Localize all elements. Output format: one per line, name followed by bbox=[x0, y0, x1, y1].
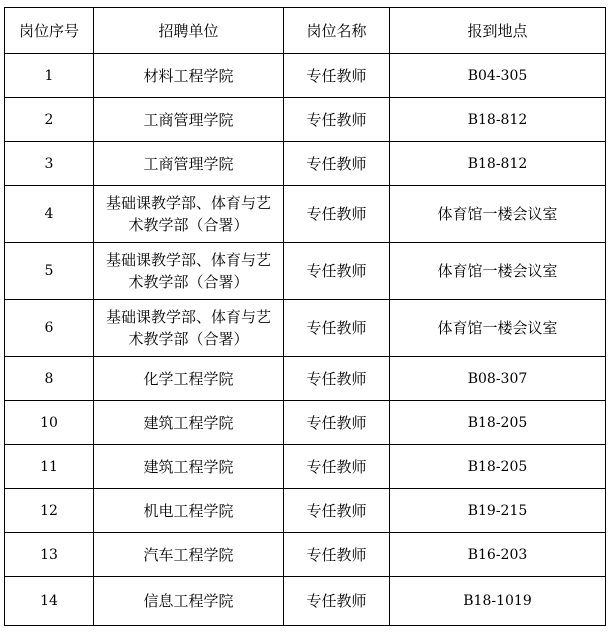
location-cell: B18-812 bbox=[390, 98, 606, 142]
unit-cell bbox=[94, 186, 284, 243]
unit-cell-text: 基础课教学部、体育与艺术教学部（合署） bbox=[105, 194, 271, 234]
seq-cell: 8 bbox=[5, 357, 94, 401]
unit-cell-text: 基础课教学部、体育与艺术教学部（合署） bbox=[105, 251, 271, 291]
unit-cell: 机电工程学院 bbox=[94, 489, 284, 533]
unit-cell bbox=[94, 243, 284, 300]
table-row bbox=[5, 401, 606, 445]
position-cell: 专任教师 bbox=[284, 445, 390, 489]
location-cell: B18-812 bbox=[390, 142, 606, 186]
header-position: 岗位名称 bbox=[284, 8, 390, 54]
header-unit: 招聘单位 bbox=[94, 8, 284, 54]
table-row bbox=[5, 243, 606, 300]
table-row bbox=[5, 445, 606, 489]
position-cell: 专任教师 bbox=[284, 186, 390, 243]
location-cell: 体育馆一楼会议室 bbox=[390, 243, 606, 300]
position-cell: 专任教师 bbox=[284, 98, 390, 142]
position-cell: 专任教师 bbox=[284, 577, 390, 626]
unit-cell: 工商管理学院 bbox=[94, 142, 284, 186]
seq-cell: 2 bbox=[5, 98, 94, 142]
unit-cell: 工商管理学院 bbox=[94, 98, 284, 142]
table-row bbox=[5, 300, 606, 357]
table-row bbox=[5, 489, 606, 533]
position-cell: 专任教师 bbox=[284, 357, 390, 401]
table-row bbox=[5, 186, 606, 243]
position-cell: 专任教师 bbox=[284, 401, 390, 445]
seq-cell: 5 bbox=[5, 243, 94, 300]
position-cell: 专任教师 bbox=[284, 489, 390, 533]
unit-cell: 建筑工程学院 bbox=[94, 401, 284, 445]
table-header-row bbox=[5, 8, 606, 54]
seq-cell: 3 bbox=[5, 142, 94, 186]
position-cell: 专任教师 bbox=[284, 142, 390, 186]
location-cell: B18-205 bbox=[390, 445, 606, 489]
table-row bbox=[5, 357, 606, 401]
header-location: 报到地点 bbox=[390, 8, 606, 54]
table-row bbox=[5, 142, 606, 186]
unit-cell: 建筑工程学院 bbox=[94, 445, 284, 489]
unit-cell: 信息工程学院 bbox=[94, 577, 284, 626]
location-cell: B18-205 bbox=[390, 401, 606, 445]
seq-cell: 11 bbox=[5, 445, 94, 489]
location-cell: B08-307 bbox=[390, 357, 606, 401]
table-row bbox=[5, 533, 606, 577]
seq-cell: 14 bbox=[5, 577, 94, 626]
unit-cell: 材料工程学院 bbox=[94, 54, 284, 98]
unit-cell: 化学工程学院 bbox=[94, 357, 284, 401]
unit-cell bbox=[94, 300, 284, 357]
unit-cell-text: 基础课教学部、体育与艺术教学部（合署） bbox=[105, 308, 271, 348]
table-row bbox=[5, 577, 606, 626]
location-cell: 体育馆一楼会议室 bbox=[390, 300, 606, 357]
position-cell: 专任教师 bbox=[284, 533, 390, 577]
table-row bbox=[5, 98, 606, 142]
location-cell: B19-215 bbox=[390, 489, 606, 533]
seq-cell: 13 bbox=[5, 533, 94, 577]
seq-cell: 12 bbox=[5, 489, 94, 533]
location-cell: B18-1019 bbox=[390, 577, 606, 626]
recruitment-table bbox=[4, 7, 606, 626]
position-cell: 专任教师 bbox=[284, 300, 390, 357]
location-cell: B04-305 bbox=[390, 54, 606, 98]
location-cell: 体育馆一楼会议室 bbox=[390, 186, 606, 243]
location-cell: B16-203 bbox=[390, 533, 606, 577]
unit-cell: 汽车工程学院 bbox=[94, 533, 284, 577]
table-row bbox=[5, 54, 606, 98]
seq-cell: 6 bbox=[5, 300, 94, 357]
seq-cell: 4 bbox=[5, 186, 94, 243]
position-cell: 专任教师 bbox=[284, 54, 390, 98]
position-cell: 专任教师 bbox=[284, 243, 390, 300]
seq-cell: 1 bbox=[5, 54, 94, 98]
seq-cell: 10 bbox=[5, 401, 94, 445]
header-seq: 岗位序号 bbox=[5, 8, 94, 54]
